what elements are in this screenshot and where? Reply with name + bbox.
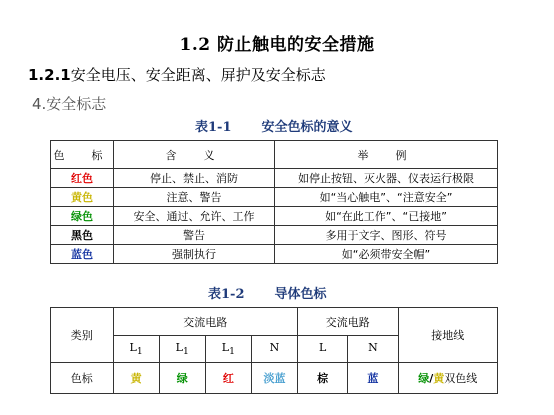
example-cell: 如“当心触电”、“注意安全” [275,188,498,207]
table-row [51,169,498,188]
table-row [51,363,498,394]
meaning-cell: 注意、警告 [114,188,275,207]
conductor-header: N [348,336,398,363]
ground-wire-cell [398,363,498,394]
table1-caption [195,116,353,135]
ground-green-text: 绿 [418,372,430,385]
header-example: 举 例 [275,141,498,169]
conductor-header: $L_1$ [205,336,251,363]
conductor-color-cell: 绿 [159,363,205,394]
conductor-color-table [50,307,498,394]
color-cell: 蓝色 [51,245,114,264]
conductor-color-cell: 棕 [298,363,348,394]
meaning-cell: 强制执行 [114,245,275,264]
table1-number: 表1-1 [195,120,232,135]
table2-caption [208,283,327,302]
conductor-color-cell: 蓝 [348,363,398,394]
table-row [51,226,498,245]
color-cell: 绿色 [51,207,114,226]
table-row [51,245,498,264]
subsection-number: 1.2.1 [28,66,71,84]
conductor-header: $L_1$ [113,336,159,363]
ac-circuit-header: 交流电路 [113,308,298,336]
example-cell: 如“必须带安全帽” [275,245,498,264]
conductor-header: N [251,336,297,363]
table-row [51,207,498,226]
ground-sep-text: / [429,372,434,385]
color-cell: 红色 [51,169,114,188]
example-cell: 如停止按钮、灭火器、仪表运行极限 [275,169,498,188]
table2-title: 导体色标 [274,287,327,302]
example-cell: 如“在此工作”、“已接地” [275,207,498,226]
table-row [51,188,498,207]
ground-wire-header: 接地线 [398,308,498,363]
item-heading: 4.安全标志 [32,95,107,113]
meaning-cell: 安全、通过、允许、工作 [114,207,275,226]
conductor-header: L [298,336,348,363]
ac-circuit-header: 交流电路 [298,308,398,336]
color-cell: 黑色 [51,226,114,245]
section-heading: 1.2 防止触电的安全措施 [179,35,375,55]
header-meaning: 含 义 [114,141,275,169]
table1-title: 安全色标的意义 [261,120,353,135]
ground-suffix-text: 双色线 [444,372,478,385]
conductor-color-cell: 红 [205,363,251,394]
ground-yellow-text: 黄 [433,372,445,385]
category-header: 类别 [51,308,114,363]
conductor-color-cell: 淡蓝 [251,363,297,394]
example-cell: 多用于文字、图形、符号 [275,226,498,245]
table-header-row [51,308,498,336]
safety-color-table [50,140,498,264]
header-color: 色 标 [51,141,114,169]
row-label: 色标 [51,363,114,394]
meaning-cell: 警告 [114,226,275,245]
conductor-header: $L_1$ [159,336,205,363]
subsection-title: 安全电压、安全距离、屏护及安全标志 [70,66,326,84]
table2-number: 表1-2 [208,287,245,302]
conductor-color-cell: 黄 [113,363,159,394]
table-header-row [51,141,498,169]
subsection-heading [28,64,326,85]
meaning-cell: 停止、禁止、消防 [114,169,275,188]
color-cell: 黄色 [51,188,114,207]
